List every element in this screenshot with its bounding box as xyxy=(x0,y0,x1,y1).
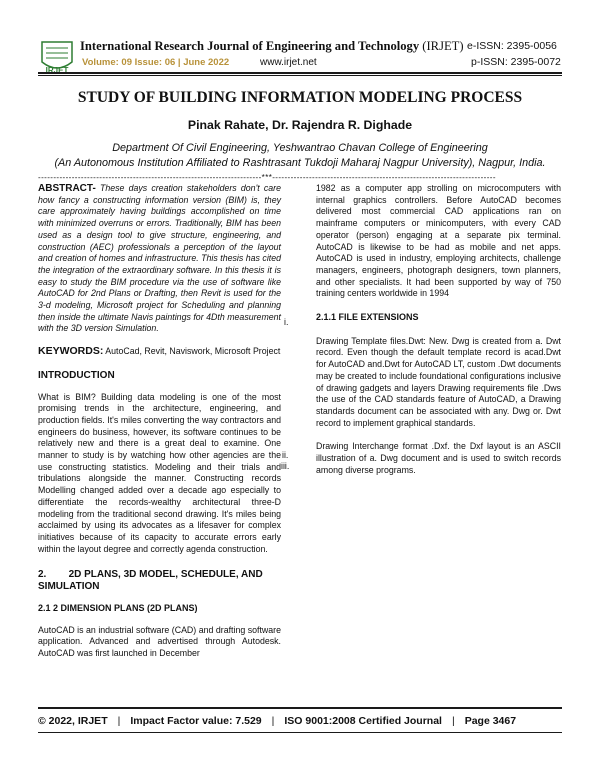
right-column xyxy=(316,183,561,476)
journal-abbr: (IRJET) xyxy=(422,39,464,53)
section-divider: -------------------------------------------------------------------------***------------------------------------------------------------------------- xyxy=(38,173,496,182)
section-2-1-1-heading: 2.1.1 FILE EXTENSIONS xyxy=(316,312,419,323)
footer-rule-thin xyxy=(38,732,562,733)
list-marker-i: i. xyxy=(284,317,289,327)
header-rule-thin xyxy=(38,75,562,76)
footer-impact-factor: Impact Factor value: 7.529 xyxy=(130,715,262,727)
footer-separator: | xyxy=(451,715,455,727)
journal-website: www.irjet.net xyxy=(260,57,317,68)
logo-text: IRJET xyxy=(45,66,69,75)
affiliation-department: Department Of Civil Engineering, Yeshwantrao Chavan College of Engineering xyxy=(112,142,488,154)
footer-separator: | xyxy=(271,715,275,727)
section-2-heading xyxy=(38,569,281,592)
footer xyxy=(38,715,562,727)
footer-page-number: Page 3467 xyxy=(464,715,517,727)
section-2-title: 2D PLANS, 3D MODEL, SCHEDULE, AND SIMULATION xyxy=(38,569,263,593)
section-2-1-heading: 2.1 2 DIMENSION PLANS (2D PLANS) xyxy=(38,602,198,613)
section-2-1-text: AutoCAD is an industrial software (CAD) and drafting software application. Advanced and advertised through Autodesk. AutoCAD was first launched in December xyxy=(38,624,281,658)
file-extensions-para-2: Drawing Interchange format .Dxf. the Dxf layout is an ASCII illustration of a. Dwg document and is used to switch records among diverse programs. xyxy=(316,441,561,475)
journal-name: International Research Journal of Engineering and Technology xyxy=(80,39,420,53)
keywords-text: AutoCad, Revit, Naviswork, Microsoft Project xyxy=(103,346,281,357)
footer-copyright: © 2022, IRJET xyxy=(38,715,108,727)
abstract xyxy=(38,183,281,335)
left-column xyxy=(38,183,281,660)
paper-title: STUDY OF BUILDING INFORMATION MODELING PROCESS xyxy=(77,89,523,106)
autocad-continuation: 1982 as a computer app strolling on microcomputers with internal graphics controllers. Before AutoCAD becomes delivered most commercial CAD applications ran on mainframe computers or minicomputers, with every CAD operator (person) engaging at a separate pix terminal. AutoCAD is likewise to be had as mobile and net apps. AutoCAD is used in industry, employing architects, challenge managers, engineers, photograph designers, town planners, and other specialists. It had been supported by way of 750 training centers worldwide in 1994 xyxy=(316,183,561,299)
paper-authors: Pinak Rahate, Dr. Rajendra R. Dighade xyxy=(187,118,413,132)
p-issn: p-ISSN: 2395-0072 xyxy=(471,56,561,68)
irjet-logo xyxy=(38,38,76,76)
e-issn: e-ISSN: 2395-0056 xyxy=(467,40,557,52)
keywords xyxy=(38,346,281,358)
section-2-number: 2. xyxy=(38,569,47,581)
journal-title xyxy=(80,39,464,54)
header-rule xyxy=(38,72,562,74)
introduction-heading: INTRODUCTION xyxy=(38,369,115,381)
abstract-label: ABSTRACT- xyxy=(38,183,96,194)
list-marker-iii: iii. xyxy=(281,461,290,471)
file-extensions-para-1: Drawing Template files.Dwt: New. Dwg is created from a. Dwt record. Even though the default template record is acad.Dwt for AutoCAD and.Dwt for AutoCAD LT, custom .Dwt documents may be created to include foundational configurations inclusive of drawing gadgets and layers Drawing requirements file .Dws the use of the CAD standards feature of AutoCAD, a Drawing standards document can be associated with any. Dwg or. Dwt record to implement graphical standards. xyxy=(316,335,561,428)
abstract-text: These days creation stakeholders don't care how fancy a constructing information version (BIM) is, they care approximately having buildings accomplished on time with minimized overruns or errors. Traditionally, BIM has been used as a design tool to give structure, engineering, and construction (AEC) professionals a perception of the layout and creation of homes and infrastructure. This thesis has cited the integration of the extraordinary software. In this thesis it is easy to study the BIM procedure via the use of software like AutoCAD for 2nd Plans or Drafting, then Revit is used for the 3-d modeling, Microsoft project for Scheduling and planning then inside the ultimate Navis paintings for 4Dth measurement with the 3D version Simulation. xyxy=(38,183,281,334)
list-marker-ii: ii. xyxy=(282,450,289,460)
keywords-label: KEYWORDS: xyxy=(38,345,104,358)
footer-separator: | xyxy=(117,715,121,727)
footer-rule xyxy=(38,707,562,709)
affiliation-institution: (An Autonomous Institution Affiliated to Rashtrasant Tukdoji Maharaj Nagpur University), Nagpur, India. xyxy=(54,157,546,169)
footer-iso: ISO 9001:2008 Certified Journal xyxy=(284,715,442,727)
introduction-text: What is BIM? Building data modeling is one of the most promising trends in the architecture, engineering, and production fields. It's miles converting the way contractors and engineers do business, however, its software continues to be relatively new and there is a great deal to examine. One manner to study is by watching how other agencies are the use constructing statistics. Modeling and their trials and tribulations alongside the manner. Constructing records Modelling changed added over a decade ago especially to differentiate the records-wealthy architectural three-D modeling from the traditional second drawing. It's miles being acclaimed by using its advocates as a lifesaver for complex initiatives because of its capacity to accurate errors early within the layout degree and correctly agenda construction. xyxy=(38,391,281,554)
volume-issue: Volume: 09 Issue: 06 | June 2022 xyxy=(82,57,230,68)
